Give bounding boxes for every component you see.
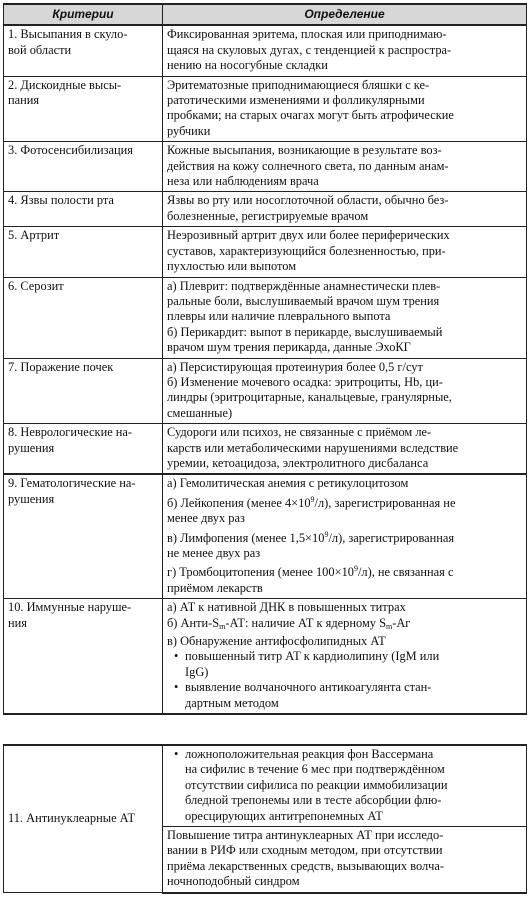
definition-cell — [163, 358, 527, 424]
text-part: г) Тромбоцитопения (менее 100×10 — [167, 565, 354, 580]
definition-cell — [163, 192, 527, 227]
definition-line: ночноподобный синдром — [167, 874, 300, 889]
table-row — [4, 277, 527, 358]
subscript: m — [385, 621, 393, 631]
table-row — [4, 227, 527, 277]
criterion-line: 6. Серозит — [8, 278, 64, 293]
definition-line: в) Обнаружение антифосфолипидных АТ — [167, 634, 386, 649]
definition-line: Неэрозивный артрит двух или более периферических — [167, 228, 450, 243]
definition-line: вании в РИФ или сходным методом, при отсутствии — [167, 843, 443, 858]
criterion-line: 1. Высыпания в скуло- — [8, 27, 128, 42]
criterion-line: 5. Артрит — [8, 228, 60, 243]
definition-line: менее двух раз — [167, 511, 245, 526]
table-row — [4, 142, 527, 192]
definition-line: б) Перикардит: выпот в перикарде, выслушиваемый — [167, 324, 443, 339]
definition-line: щаяся на скуловых дугах, с тенденцией к распростра- — [167, 42, 452, 57]
definition-line: а) Персистирующая протеинурия более 0,5 г/сут — [167, 359, 423, 374]
definition-cell — [163, 142, 527, 192]
definition-cell — [163, 424, 527, 475]
definition-line: не менее двух раз — [167, 546, 261, 560]
definition-line: Судороги или психоз, не связанные с приёмом ле- — [167, 425, 432, 440]
bullet-line: на сифилис в течение 6 мес при подтверждённом — [185, 762, 445, 777]
text-part: /л), зарегистрированная — [328, 530, 455, 545]
definition-line: пробками; на старых очагах могут быть атрофические — [167, 108, 454, 123]
table-header-row — [4, 4, 527, 25]
table-row — [4, 599, 527, 714]
bullet-item — [167, 649, 522, 680]
criterion-cell — [4, 474, 163, 598]
definition-cell — [163, 277, 527, 358]
bullet-line: • ложноположительная реакция фон Вассермана — [185, 747, 434, 761]
criterion-line: 7. Поражение почек — [8, 359, 114, 374]
criterion-line: вой области — [8, 42, 72, 57]
criterion-cell — [4, 358, 163, 424]
criterion-cell — [4, 192, 163, 227]
text-part: б) Лейкопения (менее 4×10 — [167, 495, 311, 510]
definition-cell — [163, 227, 527, 277]
definition-line: суставов, характеризующийся болезненностью, при- — [167, 243, 446, 258]
definition-line: а) Плеврит: подтверждённые анамнестически плев- — [167, 278, 441, 293]
text-part: в) Лимфопения (менее 1,5×10 — [167, 530, 325, 545]
header-criteria: Критерии — [4, 4, 163, 25]
text-part: -АТ: наличие АТ к ядерному S — [225, 615, 386, 630]
definition-line: Повышение титра антинуклеарных АТ при исследо- — [167, 828, 444, 843]
definition-cell — [163, 474, 527, 598]
table-row — [4, 424, 527, 475]
definition-cell — [163, 745, 527, 827]
criterion-cell — [4, 227, 163, 277]
definition-line: уремии, кетоацидоза, электролитного дисбаланса — [167, 455, 429, 470]
table-row — [4, 358, 527, 424]
definition-line: а) Гемолитическая анемия с ретикулоцитозом — [167, 476, 409, 491]
text-part: /л), зарегистрированная не — [314, 495, 456, 510]
criterion-line: 9. Гематологические на- — [8, 476, 136, 491]
definition-line: ральные боли, выслушиваемый врачом шум трения — [167, 293, 440, 308]
text-part: б) Анти-S — [167, 615, 220, 630]
definition-line: смешанные) — [167, 405, 233, 420]
criterion-line: пания — [8, 93, 40, 108]
definition-line: болезненные, регистрируемые врачом — [167, 208, 369, 223]
definition-line: действия на кожу солнечного света, по данным анам- — [167, 158, 449, 173]
definition-line: Фиксированная эритема, плоская или приподнимаю- — [167, 27, 447, 42]
definition-line: Язвы во рту или носоглоточной области, обычно без- — [167, 193, 449, 208]
bullet-line: IgG) — [185, 664, 209, 679]
criterion-cell — [4, 277, 163, 358]
superscript: 9 — [324, 529, 329, 539]
bullet-line: бледной трепонемы или в тесте абсорбции флю- — [185, 793, 442, 808]
definition-line: ратотическими изменениями и фолликулярными — [167, 93, 425, 108]
criteria-table-continuation — [3, 744, 527, 894]
criterion-cell — [4, 76, 163, 142]
criterion-line: 4. Язвы полости рта — [8, 193, 114, 208]
criterion-line: 2. Дискоидные высы- — [8, 77, 122, 92]
definition-line: неза или наблюдениям врача — [167, 174, 319, 189]
criterion-line: ния — [8, 615, 27, 630]
definition-line: приёмом лекарств — [167, 580, 263, 595]
definition-line: Эритематозные приподнимающиеся бляшки с ке- — [167, 77, 430, 92]
bullet-line: отсутствии сифилиса по реакции иммобилизации — [185, 777, 448, 792]
criterion-line: 8. Неврологические на- — [8, 425, 133, 440]
criterion-cell: 11. Антинуклеарные АТ — [4, 745, 163, 893]
criterion-cell — [4, 25, 163, 76]
bullet-item — [167, 680, 522, 711]
table-row — [4, 25, 527, 76]
table-row — [4, 745, 527, 827]
definition-cell — [163, 76, 527, 142]
definition-line — [167, 561, 522, 580]
definition-line: Кожные высыпания, возникающие в результате воз- — [167, 143, 442, 158]
criterion-line: рушения — [8, 440, 55, 455]
definition-line: а) АТ к нативной ДНК в повышенных титрах — [167, 600, 406, 615]
criterion-line: рушения — [8, 491, 55, 506]
definition-cell — [163, 599, 527, 714]
table-row — [4, 192, 527, 227]
definition-cell — [163, 827, 527, 893]
bullet-line: оресцирующих антитрепонемных АТ — [185, 808, 383, 823]
definition-line: карств или метаболическими нарушениями вследствие — [167, 440, 459, 455]
definition-line — [167, 527, 522, 546]
definition-line: приёма лекарственных средств, вызывающих волча- — [167, 858, 445, 873]
bullet-line: • повышенный титр АТ к кардиолипину (IgM или — [185, 649, 440, 664]
bullet-item — [167, 747, 522, 824]
definition-line: линдры (эритроцитарные, канальцевые, гранулярные, — [167, 390, 452, 405]
definition-line: пухлостью или выпотом — [167, 259, 297, 274]
definition-line: врачом шум трения перикарда, данные ЭхоКГ — [167, 340, 411, 355]
table-row — [4, 474, 527, 598]
criteria-table — [3, 3, 527, 715]
definition-line — [167, 616, 522, 634]
definition-line — [167, 492, 522, 511]
bullet-line: • выявление волчаночного антикоагулянта стан- — [185, 680, 432, 695]
subscript: m — [219, 621, 226, 631]
text-part: /л), не связанная с — [357, 565, 454, 580]
criterion-cell — [4, 599, 163, 714]
criterion-cell — [4, 142, 163, 192]
definition-line: плевры или наличие плеврального выпота — [167, 309, 391, 324]
definition-cell — [163, 25, 527, 76]
superscript: 9 — [353, 564, 358, 574]
criterion-line: 3. Фотосенсибилизация — [8, 143, 133, 158]
text-part: -Аг — [392, 615, 411, 630]
superscript: 9 — [310, 494, 315, 504]
criterion-line: 10. Иммунные наруше- — [8, 600, 132, 615]
bullet-line: дартным методом — [185, 695, 279, 710]
criterion-cell — [4, 424, 163, 475]
table-row — [4, 76, 527, 142]
definition-line: рубчики — [167, 123, 211, 138]
header-definition: Определение — [163, 4, 527, 25]
definition-line: б) Изменение мочевого осадка: эритроциты, Hb, ци- — [167, 374, 443, 389]
definition-line: нению на носогубные складки — [167, 58, 328, 73]
